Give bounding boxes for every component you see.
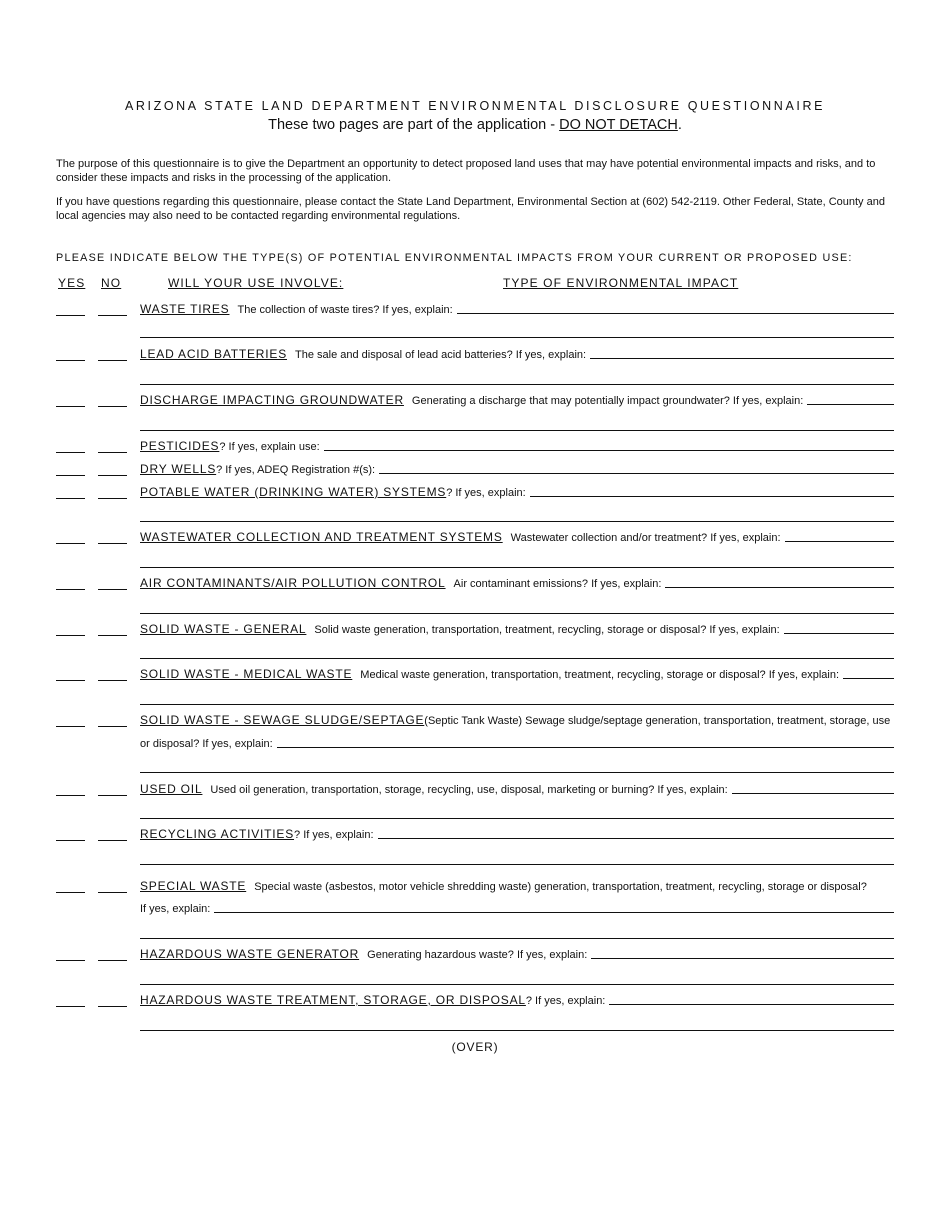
question-text: Generating a discharge that may potentially impact groundwater? If yes, explain: bbox=[411, 395, 804, 407]
question-line bbox=[140, 301, 894, 316]
instruction-text: PLEASE INDICATE BELOW THE TYPE(S) OF POTENTIAL ENVIRONMENTAL IMPACTS FROM YOUR CURRENT OR PROPOSED USE: bbox=[56, 252, 853, 264]
explain-field[interactable] bbox=[530, 496, 894, 497]
category-label: PESTICIDES bbox=[140, 439, 220, 453]
yes-checkbox-blank[interactable] bbox=[56, 452, 85, 453]
yes-checkbox-blank[interactable] bbox=[56, 795, 85, 796]
question-text: Special waste (asbestos, motor vehicle shredding waste) generation, transportation, treatment, recycling, storage or disposal? bbox=[254, 881, 867, 893]
subtitle-suffix: . bbox=[677, 117, 682, 133]
question-line bbox=[140, 392, 894, 407]
no-checkbox-blank[interactable] bbox=[98, 360, 127, 361]
explain-field[interactable] bbox=[665, 587, 894, 588]
question-continuation-text: or disposal? If yes, explain: bbox=[140, 738, 273, 750]
question-line bbox=[140, 346, 894, 361]
impact-column-header: TYPE OF ENVIRONMENTAL IMPACT bbox=[503, 276, 739, 290]
yes-checkbox-blank[interactable] bbox=[56, 635, 85, 636]
no-checkbox-blank[interactable] bbox=[98, 475, 127, 476]
category-label: WASTEWATER COLLECTION AND TREATMENT SYSTEMS bbox=[140, 530, 503, 544]
explain-continuation-line[interactable] bbox=[140, 430, 894, 431]
no-checkbox-blank[interactable] bbox=[98, 543, 127, 544]
no-checkbox-blank[interactable] bbox=[98, 635, 127, 636]
question-text: Wastewater collection and/or treatment? If yes, explain: bbox=[510, 532, 781, 544]
explain-continuation-line[interactable] bbox=[140, 938, 894, 939]
contact-paragraph: If you have questions regarding this questionnaire, please contact the State Land Department, Environmental Section at (602) 542-2119. Other Federal, State, County and local agencies may also need to be contacted regarding environmental regulations. bbox=[56, 196, 885, 222]
explain-field[interactable] bbox=[785, 541, 894, 542]
question-line bbox=[140, 781, 894, 796]
category-label: HAZARDOUS WASTE TREATMENT, STORAGE, OR DISPOSAL bbox=[140, 993, 526, 1007]
question-text: ? If yes, explain use: bbox=[219, 441, 320, 453]
explain-continuation-line[interactable] bbox=[140, 521, 894, 522]
explain-field[interactable] bbox=[784, 633, 894, 634]
question-line bbox=[140, 575, 894, 590]
explain-field[interactable] bbox=[378, 838, 894, 839]
question-text: ? If yes, explain: bbox=[446, 487, 526, 499]
explain-field[interactable] bbox=[457, 313, 894, 314]
question-line bbox=[140, 826, 894, 841]
question-continuation-text: If yes, explain: bbox=[140, 903, 211, 915]
question-line bbox=[140, 438, 894, 453]
explain-continuation-line[interactable] bbox=[140, 864, 894, 865]
yes-checkbox-blank[interactable] bbox=[56, 892, 85, 893]
explain-continuation-line[interactable] bbox=[140, 1030, 894, 1031]
category-label: USED OIL bbox=[140, 782, 203, 796]
question-line bbox=[140, 461, 894, 476]
question-text: Used oil generation, transportation, storage, recycling, use, disposal, marketing or burning? If yes, explain: bbox=[210, 784, 728, 796]
question-line bbox=[140, 621, 894, 636]
question-continuation-line bbox=[140, 735, 894, 750]
question-text: The sale and disposal of lead acid batteries? If yes, explain: bbox=[295, 349, 587, 361]
involve-column-header: WILL YOUR USE INVOLVE: bbox=[168, 276, 344, 290]
explain-field[interactable] bbox=[807, 404, 894, 405]
no-checkbox-blank[interactable] bbox=[98, 680, 127, 681]
yes-checkbox-blank[interactable] bbox=[56, 589, 85, 590]
question-text: ? If yes, explain: bbox=[294, 829, 374, 841]
category-label: SPECIAL WASTE bbox=[140, 879, 247, 893]
no-checkbox-blank[interactable] bbox=[98, 406, 127, 407]
no-checkbox-blank[interactable] bbox=[98, 1006, 127, 1007]
purpose-paragraph: The purpose of this questionnaire is to give the Department an opportunity to detect proposed land uses that may have potential environmental impacts and risks, and to consider these impacts and risks in the processing of the application. bbox=[56, 158, 876, 184]
category-label: LEAD ACID BATTERIES bbox=[140, 347, 288, 361]
no-checkbox-blank[interactable] bbox=[98, 840, 127, 841]
category-label: SOLID WASTE - MEDICAL WASTE bbox=[140, 667, 353, 681]
explain-field[interactable] bbox=[590, 358, 894, 359]
question-text: Medical waste generation, transportation, treatment, recycling, storage or disposal? If yes, explain: bbox=[360, 669, 840, 681]
yes-checkbox-blank[interactable] bbox=[56, 315, 85, 316]
question-line bbox=[140, 666, 894, 681]
yes-checkbox-blank[interactable] bbox=[56, 360, 85, 361]
explain-field[interactable] bbox=[732, 793, 894, 794]
yes-checkbox-blank[interactable] bbox=[56, 680, 85, 681]
question-line bbox=[140, 529, 894, 544]
category-label: POTABLE WATER (DRINKING WATER) SYSTEMS bbox=[140, 485, 447, 499]
yes-checkbox-blank[interactable] bbox=[56, 726, 85, 727]
no-checkbox-blank[interactable] bbox=[98, 726, 127, 727]
question-text: Generating hazardous waste? If yes, explain: bbox=[367, 949, 588, 961]
explain-continuation-line[interactable] bbox=[140, 337, 894, 338]
question-line bbox=[140, 946, 894, 961]
no-column-header: NO bbox=[101, 276, 122, 290]
question-line bbox=[140, 992, 894, 1007]
explain-continuation-line[interactable] bbox=[140, 384, 894, 385]
question-text: The collection of waste tires? If yes, explain: bbox=[237, 304, 453, 316]
no-checkbox-blank[interactable] bbox=[98, 315, 127, 316]
no-checkbox-blank[interactable] bbox=[98, 589, 127, 590]
question-line bbox=[140, 712, 894, 727]
explain-field[interactable] bbox=[324, 450, 894, 451]
no-checkbox-blank[interactable] bbox=[98, 960, 127, 961]
form-subtitle bbox=[0, 117, 950, 133]
explain-continuation-line[interactable] bbox=[140, 658, 894, 659]
explain-continuation-line[interactable] bbox=[140, 984, 894, 985]
yes-checkbox-blank[interactable] bbox=[56, 840, 85, 841]
over-indicator: (OVER) bbox=[451, 1040, 499, 1054]
category-label: RECYCLING ACTIVITIES bbox=[140, 827, 295, 841]
explain-field[interactable] bbox=[379, 473, 894, 474]
do-not-detach: DO NOT DETACH bbox=[559, 117, 678, 133]
question-text: Solid waste generation, transportation, treatment, recycling, storage or disposal? If yes, explain: bbox=[314, 624, 780, 636]
question-line bbox=[140, 484, 894, 499]
yes-column-header: YES bbox=[58, 276, 86, 290]
category-label: AIR CONTAMINANTS/AIR POLLUTION CONTROL bbox=[140, 576, 446, 590]
no-checkbox-blank[interactable] bbox=[98, 892, 127, 893]
question-text: ? If yes, explain: bbox=[525, 995, 606, 1007]
explain-field[interactable] bbox=[214, 912, 894, 913]
question-text: ? If yes, ADEQ Registration #(s): bbox=[216, 464, 376, 476]
form-title: ARIZONA STATE LAND DEPARTMENT ENVIRONMENTAL DISCLOSURE QUESTIONNAIRE bbox=[124, 99, 826, 113]
explain-field[interactable] bbox=[843, 678, 894, 679]
explain-field[interactable] bbox=[609, 1004, 894, 1005]
question-text: Air contaminant emissions? If yes, explain: bbox=[453, 578, 662, 590]
yes-checkbox-blank[interactable] bbox=[56, 498, 85, 499]
question-text: (Septic Tank Waste) Sewage sludge/septage generation, transportation, treatment, storage, use bbox=[424, 715, 891, 727]
yes-checkbox-blank[interactable] bbox=[56, 475, 85, 476]
yes-checkbox-blank[interactable] bbox=[56, 543, 85, 544]
yes-checkbox-blank[interactable] bbox=[56, 406, 85, 407]
explain-continuation-line[interactable] bbox=[140, 567, 894, 568]
subtitle-prefix: These two pages are part of the application - bbox=[268, 117, 560, 133]
explain-continuation-line[interactable] bbox=[140, 772, 894, 773]
explain-continuation-line[interactable] bbox=[140, 613, 894, 614]
no-checkbox-blank[interactable] bbox=[98, 452, 127, 453]
explain-field[interactable] bbox=[591, 958, 894, 959]
question-continuation-line bbox=[140, 900, 894, 915]
category-label: DRY WELLS bbox=[140, 462, 217, 476]
explain-continuation-line[interactable] bbox=[140, 704, 894, 705]
no-checkbox-blank[interactable] bbox=[98, 498, 127, 499]
category-label: WASTE TIRES bbox=[140, 302, 230, 316]
explain-continuation-line[interactable] bbox=[140, 818, 894, 819]
category-label: SOLID WASTE - GENERAL bbox=[140, 622, 307, 636]
explain-field[interactable] bbox=[277, 747, 894, 748]
category-label: SOLID WASTE - SEWAGE SLUDGE/SEPTAGE bbox=[140, 713, 425, 727]
yes-checkbox-blank[interactable] bbox=[56, 960, 85, 961]
category-label: HAZARDOUS WASTE GENERATOR bbox=[140, 947, 360, 961]
category-label: DISCHARGE IMPACTING GROUNDWATER bbox=[140, 393, 404, 407]
question-line bbox=[140, 878, 894, 893]
no-checkbox-blank[interactable] bbox=[98, 795, 127, 796]
yes-checkbox-blank[interactable] bbox=[56, 1006, 85, 1007]
